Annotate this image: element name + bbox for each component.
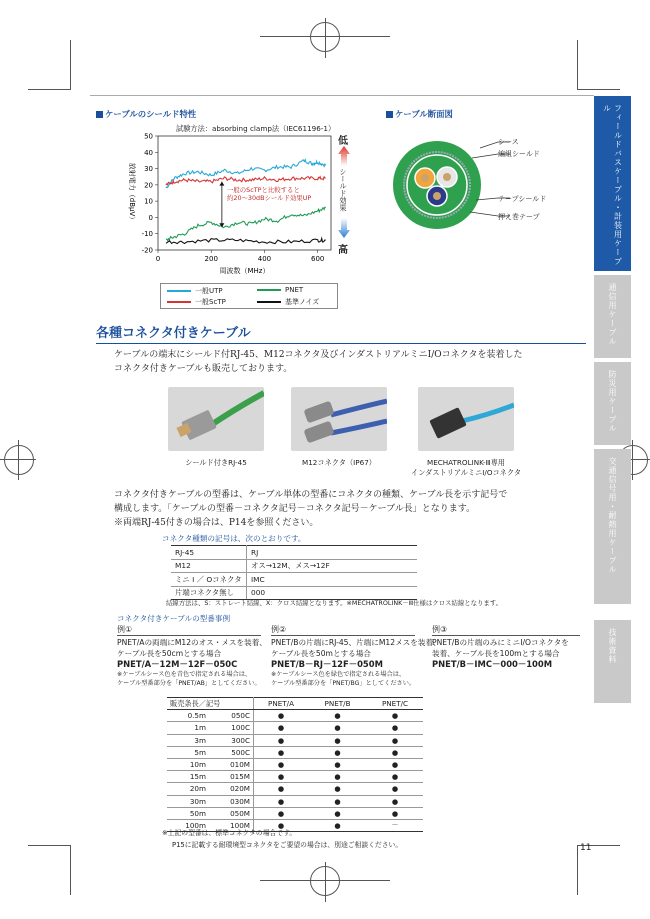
page-number: 11 — [580, 843, 592, 853]
table-row — [167, 795, 423, 807]
pnetc-cell: ● — [367, 746, 423, 758]
table-row — [171, 546, 417, 560]
annotation-line-2: 約20～30dBシールド効果UP — [227, 194, 312, 202]
pnetc-cell: － — [367, 819, 423, 831]
series-line — [166, 177, 326, 185]
code-type: RJ-45 — [171, 546, 247, 560]
y-tick-label: -20 — [141, 246, 153, 255]
x-axis-label: 周波数（MHz） — [219, 267, 270, 275]
example-line: PNET/Bの片端のみにミニI/Oコネクタを — [432, 638, 569, 647]
annotation-line-1: 一般のScTPと比較すると — [227, 186, 300, 194]
pneta-cell: ● — [254, 758, 309, 770]
pnetb-cell: ● — [308, 734, 367, 746]
pnetb-cell: ● — [308, 783, 367, 795]
code-cell: 015M — [209, 771, 254, 783]
pnetc-cell: ● — [367, 807, 423, 819]
example-note: ケーブル型番部分を「PNET/BG」としてください。 — [271, 680, 416, 687]
pnetc-cell: ● — [367, 710, 423, 722]
legend-label: 一般ScTP — [195, 298, 226, 306]
label-tape-shield: テープシールド — [498, 195, 547, 203]
example-3 — [432, 637, 569, 670]
example-note: ※ケーブルシース色を青色で指定される場合は、 — [117, 671, 252, 678]
legend-item — [167, 286, 223, 296]
pnetb-cell: ● — [308, 758, 367, 770]
annotation-arrowhead-bottom — [219, 223, 224, 227]
pneta-cell: ● — [254, 722, 309, 734]
label-binding-tape: 押え巻テープ — [498, 213, 540, 221]
table-row — [167, 734, 423, 746]
label-sheath: シース — [498, 138, 519, 146]
example-model: PNET/B－RJ－12F－050M — [271, 659, 383, 669]
code-type: 片端コネクタ無し — [171, 586, 247, 600]
model-line-1: コネクタ付きケーブルの型番は、ケーブル単体の型番にコネクタの種類、ケーブル長を示す記号で — [114, 490, 508, 500]
legend-label: 基準ノイズ — [285, 298, 320, 306]
code-cell: 500C — [209, 746, 254, 758]
example-line: ケーブル長を50mとする場合 — [271, 649, 371, 658]
code-cell: 050M — [209, 807, 254, 819]
example-1 — [117, 637, 267, 688]
series-line — [166, 207, 326, 240]
y-tick-label: 40 — [144, 148, 153, 157]
rj45-caption: シールド付きRJ-45 — [185, 458, 247, 467]
length-cell: 3m — [167, 734, 209, 746]
series-line — [166, 238, 326, 243]
code-value: RJ — [247, 546, 418, 560]
intro-line-2: コネクタ付きケーブルも販売しております。 — [114, 364, 293, 374]
table-row — [167, 771, 423, 783]
pnetb-cell: ● — [308, 795, 367, 807]
code-value: IMC — [247, 573, 418, 587]
example-line: PNET/Bの片端にRJ-45、片端にM12メスを装着、 — [271, 638, 441, 647]
table-row — [167, 710, 423, 722]
length-cell: 30m — [167, 795, 209, 807]
code-value: 000 — [247, 586, 418, 600]
pnetb-cell: ● — [308, 807, 367, 819]
code-type: M12 — [171, 559, 247, 573]
shield-annotation — [227, 186, 311, 202]
example-line: ケーブル長を50cmとする場合 — [117, 649, 222, 658]
pnetc-cell: ● — [367, 734, 423, 746]
pnetc-cell: ● — [367, 771, 423, 783]
example-note: ※ケーブルシース色を緑色で指定される場合は、 — [271, 671, 406, 678]
side-tab-traffic[interactable]: 交通信号用・耐熱用ケーブル — [594, 449, 631, 604]
code-cell: 020M — [209, 783, 254, 795]
code-type: ミニ I ／ Oコネクタ — [171, 573, 247, 587]
legend-item — [167, 297, 226, 307]
code-cell: 100M — [209, 819, 254, 831]
example-2-head: 例② — [271, 624, 415, 636]
length-cell: 50m — [167, 807, 209, 819]
pnetb-cell: ● — [308, 746, 367, 758]
length-cell: 0.5m — [167, 710, 209, 722]
table-row — [167, 758, 423, 770]
pneta-cell: ● — [254, 746, 309, 758]
pneta-cell: ● — [254, 807, 309, 819]
table-note-1: ※上記の型番は、標準コネクタの場合です。 — [162, 829, 297, 837]
side-tab-disaster[interactable]: 防災用ケーブル — [594, 362, 631, 445]
pneta-cell: ● — [254, 783, 309, 795]
top-rule — [90, 95, 594, 96]
x-tick-label: 0 — [155, 255, 161, 263]
table-header-row — [167, 698, 423, 710]
annotation-arrowhead-top — [219, 182, 224, 186]
y-axis-label: 放射電力（dBμV） — [128, 162, 136, 224]
length-cell: 1m — [167, 722, 209, 734]
pnetc-cell: ● — [367, 722, 423, 734]
pnetb-cell: ● — [308, 771, 367, 783]
table-row — [167, 807, 423, 819]
pneta-cell: ● — [254, 771, 309, 783]
side-tab-communication[interactable]: 通信用ケーブル — [594, 275, 631, 358]
chart-legend — [160, 283, 338, 309]
x-tick-label: 200 — [204, 255, 218, 263]
pneta-cell: ● — [254, 734, 309, 746]
pneta-cell: ● — [254, 795, 309, 807]
legend-item — [257, 297, 319, 307]
connector-codes-table — [171, 545, 417, 600]
examples-title: コネクタ付きケーブルの型番事例 — [117, 614, 231, 623]
example-line: 装着、ケーブル長を100mとする場合 — [432, 649, 560, 658]
pnetc-cell: ● — [367, 783, 423, 795]
label-braid-shield: 編組シールド — [498, 150, 540, 158]
header-pnetb: PNET/B — [308, 698, 367, 710]
code-value: オス→12M、メス→12F — [247, 559, 418, 573]
length-table — [167, 697, 423, 832]
y-tick-label: 0 — [148, 213, 153, 222]
code-cell: 010M — [209, 758, 254, 770]
y-tick-label: 30 — [144, 165, 153, 174]
x-tick-label: 400 — [257, 255, 272, 263]
mechatrolink-photo — [418, 387, 514, 451]
table-row — [167, 722, 423, 734]
x-tick-label: 600 — [311, 255, 325, 263]
high-label: 高 — [338, 245, 348, 256]
test-method: 試験方法：absorbing clamp法（IEC61196-1） — [176, 124, 336, 133]
cross-section-title: ケーブル断面図 — [386, 108, 453, 120]
code-cell: 030M — [209, 795, 254, 807]
y-tick-label: 10 — [144, 197, 153, 206]
model-line-3: ※両端RJ-45付きの場合は、P14を参照ください。 — [114, 518, 319, 528]
pnetb-cell: ● — [308, 710, 367, 722]
length-cell: 100m — [167, 819, 209, 831]
shield-section-title: ケーブルのシールド特性 — [96, 108, 196, 120]
legend-label: 一般UTP — [195, 287, 223, 295]
header-length: 販売条長／記号 — [167, 698, 254, 710]
connector-title-rule — [96, 343, 586, 344]
pnetb-cell: ● — [308, 722, 367, 734]
codes-title: コネクタ種類の記号は、次のとおりです。 — [162, 534, 306, 543]
header-pneta: PNET/A — [254, 698, 309, 710]
connector-section-title: 各種コネクタ付きケーブル — [96, 326, 251, 341]
table-row — [171, 559, 417, 573]
example-3-head: 例③ — [432, 624, 580, 636]
table-row — [171, 573, 417, 587]
y-tick-label: -10 — [141, 230, 153, 239]
mechatrolink-caption-1: MECHATROLINK-Ⅲ専用 — [427, 458, 505, 467]
code-cell: 100C — [209, 722, 254, 734]
y-tick-label: 50 — [144, 132, 153, 141]
side-tab-technical[interactable]: 技術資料 — [594, 620, 631, 703]
table-note-2: P15に記載する耐環境型コネクタをご要望の場合は、別途ご相談ください。 — [172, 841, 403, 849]
series-line — [166, 160, 326, 189]
length-cell: 10m — [167, 758, 209, 770]
intro-line-1: ケーブルの端末にシールド付RJ-45、M12コネクタ及びインダストリアルミニI/Oコネクタを装着した — [114, 350, 523, 360]
low-label: 低 — [338, 136, 348, 147]
legend-item — [257, 286, 303, 294]
shield-effect-label: シールド効果 — [339, 168, 348, 212]
example-1-head: 例① — [117, 624, 261, 636]
wiring-note: 結線方法は、S：ストレート結線、X：クロス結線となります。※MECHATROLINK－Ⅲ仕様はクロス結線となります。 — [166, 599, 503, 607]
code-cell: 050C — [209, 710, 254, 722]
legend-label: PNET — [285, 286, 304, 294]
pnetc-cell: ● — [367, 795, 423, 807]
rj45-photo — [168, 387, 264, 451]
example-model: PNET/B－IMC－000－100M — [432, 659, 553, 669]
pneta-cell: ● — [254, 710, 309, 722]
up-arrow-icon — [338, 146, 350, 166]
mechatrolink-caption-2: インダストリアルミニI/Oコネクタ — [411, 468, 522, 477]
header-pnetc: PNET/C — [367, 698, 423, 710]
y-tick-label: 20 — [144, 181, 153, 190]
down-arrow-icon — [338, 218, 350, 238]
model-line-2: 構成します。「ケーブルの型番－コネクタ記号－コネクタ記号－ケーブル長」となります。 — [114, 504, 476, 514]
pnetb-cell: ● — [308, 819, 367, 831]
length-cell: 5m — [167, 746, 209, 758]
pneta-cell: ● — [254, 819, 309, 831]
example-line: PNET/Aの両端にM12のオス・メスを装着、 — [117, 638, 267, 647]
length-cell: 15m — [167, 771, 209, 783]
shield-chart — [118, 128, 343, 278]
m12-caption: M12コネクタ（IP67） — [302, 458, 376, 467]
table-row — [167, 783, 423, 795]
code-cell: 300C — [209, 734, 254, 746]
example-model: PNET/A－12M－12F－050C — [117, 659, 238, 669]
example-2 — [271, 637, 441, 688]
table-row — [167, 746, 423, 758]
length-cell: 20m — [167, 783, 209, 795]
pnetc-cell: ● — [367, 758, 423, 770]
example-note: ケーブル型番部分を「PNET/AB」としてください。 — [117, 680, 261, 687]
m12-photo — [291, 387, 387, 451]
side-tab-fieldbus[interactable]: フィールドバスケーブル・計装用ケーブル — [594, 96, 631, 271]
